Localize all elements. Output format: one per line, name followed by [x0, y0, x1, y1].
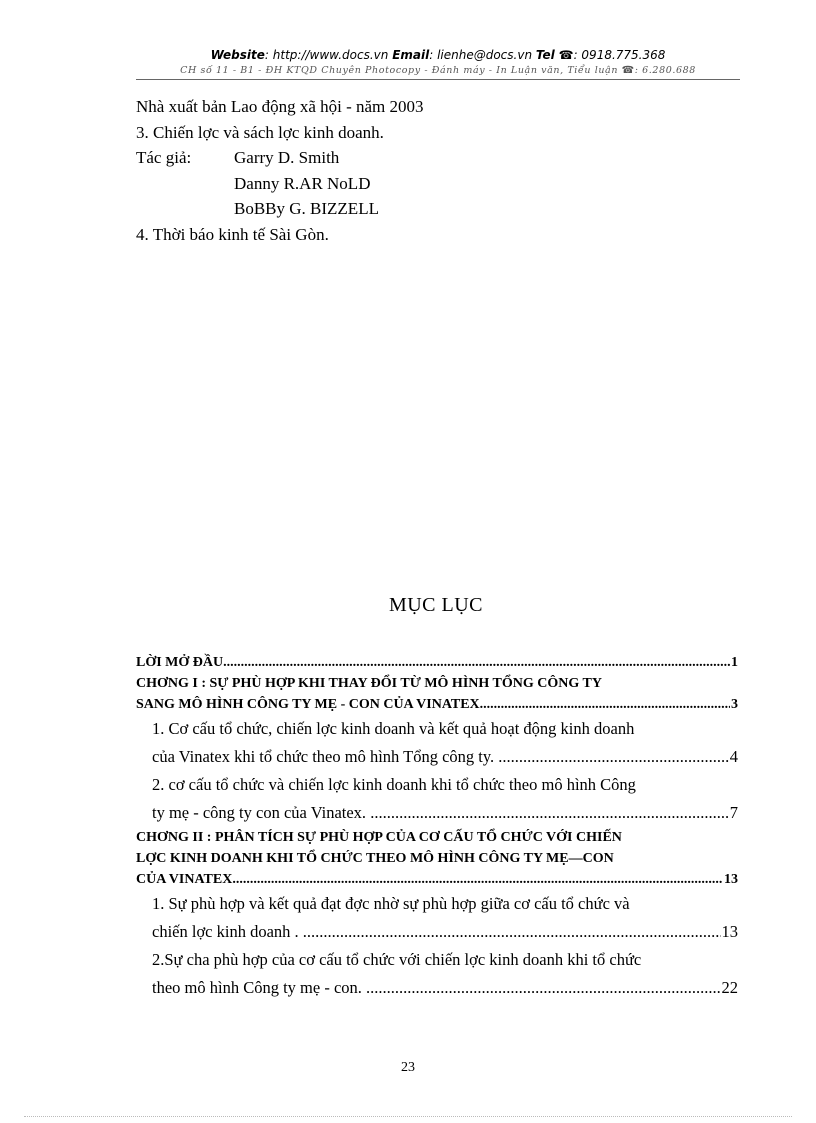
author-name: BoBBy G. BIZZELL	[234, 199, 379, 218]
toc-page-number: 13	[724, 872, 738, 887]
toc-section-line: 1. Sự phù hợp và kết quả đạt đợc nhờ sự phù hợp giữa cơ cấu tổ chức và	[152, 894, 630, 913]
toc-chapter-2	[136, 827, 738, 890]
toc-intro-text: LỜI MỞ ĐẦU .....	[136, 652, 730, 673]
toc-page-number: 3	[731, 697, 738, 712]
footer-divider	[24, 1116, 792, 1117]
toc-section-line: ty mẹ - công ty con của Vinatex. .....	[152, 799, 729, 827]
toc-section-2-1	[136, 890, 738, 946]
header-address-line	[136, 64, 740, 80]
toc-chapter-line: SANG MÔ HÌNH CÔNG TY MẸ - CON CỦA VINATEX .....	[136, 694, 730, 715]
toc-page-number: 13	[721, 922, 738, 941]
table-of-contents	[136, 652, 738, 1002]
header-address-text: CH số 11 - B1 - ĐH KTQD Chuyên Photocopy - Đánh máy - In Luận văn, Tiểu luận	[180, 65, 619, 76]
page-number: 23	[401, 1060, 415, 1075]
publisher-line: Nhà xuất bản Lao động xã hội - năm 2003	[136, 97, 424, 116]
toc-page-number: 22	[721, 978, 738, 997]
toc-section-line: 2. cơ cấu tổ chức và chiến lợc kinh doanh khi tổ chức theo mô hình Công	[152, 775, 636, 794]
email-label: Email	[392, 48, 430, 62]
toc-chapter-line: CỦA VINATEX .....	[136, 869, 723, 890]
toc-page-number: 7	[729, 803, 738, 822]
reference-item-4: 4. Thời báo kinh tế Sài Gòn.	[136, 224, 329, 244]
author-name: Garry D. Smith	[234, 148, 340, 167]
website-value: : http://www.docs.vn	[264, 48, 389, 62]
toc-chapter-line: CHƠNG I : SỰ PHÙ HỢP KHI THAY ĐỔI TỪ MÔ HÌNH TỔNG CÔNG TY	[136, 676, 602, 691]
toc-section-line: chiến lợc kinh doanh . .....	[152, 918, 721, 946]
email-value: : lienhe@docs.vn	[429, 48, 533, 62]
toc-chapter-line: CHƠNG II : PHÂN TÍCH SỰ PHÙ HỢP CỦA CƠ CẤU TỔ CHỨC VỚI CHIẾN	[136, 830, 622, 845]
phone-icon: ☎	[558, 48, 574, 62]
toc-section-1-2	[136, 771, 738, 827]
toc-section-2-2	[136, 946, 738, 1002]
author-row	[136, 145, 736, 171]
toc-page-number: 4	[729, 747, 738, 766]
toc-chapter-1	[136, 673, 738, 715]
toc-section-line: 1. Cơ cấu tổ chức, chiến lợc kinh doanh và kết quả hoạt động kinh doanh	[152, 719, 635, 738]
toc-chapter-line: LỢC KINH DOANH KHI TỔ CHỨC THEO MÔ HÌNH CÔNG TY MẸ—CON	[136, 851, 614, 866]
toc-section-line: 2.Sự cha phù hợp của cơ cấu tổ chức với chiến lợc kinh doanh khi tổ chức	[152, 950, 642, 969]
author-label: Tác giả:	[136, 148, 192, 167]
author-row	[136, 171, 736, 197]
page-header	[136, 46, 740, 80]
toc-section-line: theo mô hình Công ty mẹ - con. .....	[152, 974, 721, 1002]
references-section	[136, 94, 736, 247]
header-contact-line	[136, 46, 740, 64]
toc-page-number: 1	[731, 655, 738, 670]
toc-section-line: của Vinatex khi tổ chức theo mô hình Tổng công ty. .....	[152, 743, 729, 771]
toc-section-1-1	[136, 715, 738, 771]
website-label: Website	[210, 48, 265, 62]
author-name: Danny R.AR NoLD	[234, 173, 371, 193]
phone-icon: ☎	[621, 65, 635, 76]
toc-intro	[136, 652, 738, 673]
author-row	[136, 196, 736, 222]
tel-label: Tel	[535, 48, 555, 62]
header-address-phone: : 6.280.688	[634, 65, 696, 76]
reference-item-3: 3. Chiến lợc và sách lợc kinh doanh.	[136, 122, 384, 142]
toc-title: MỤC LỤC	[388, 594, 484, 616]
tel-value: : 0918.775.368	[573, 48, 666, 62]
